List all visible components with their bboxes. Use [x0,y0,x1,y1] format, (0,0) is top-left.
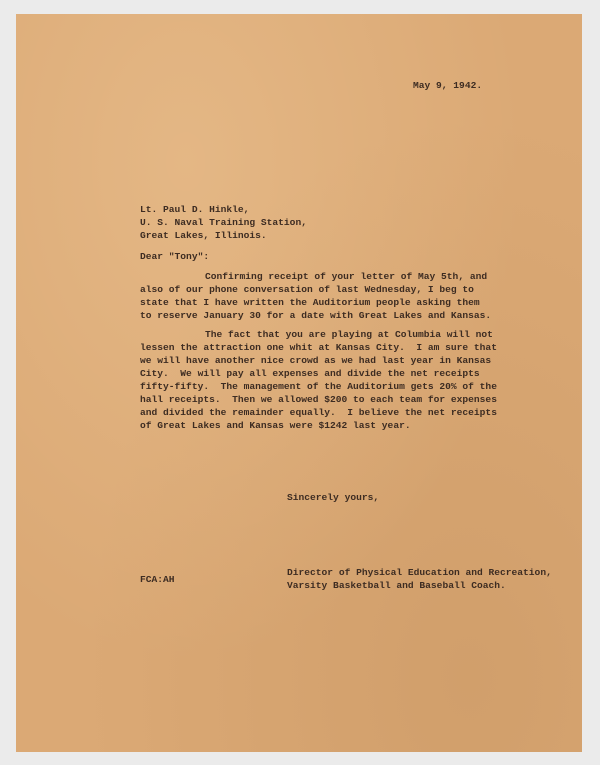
paragraph-line: of Great Lakes and Kansas were $1242 last year. [140,420,411,431]
title-line: Varsity Basketball and Baseball Coach. [287,580,506,591]
paragraph-line: fifty-fifty. The management of the Auditorium gets 20% of the [140,381,497,392]
paragraph-line: lessen the attraction one whit at Kansas City. I am sure that [140,342,497,353]
paragraph-line: state that I have written the Auditorium people asking them [140,297,480,308]
closing: Sincerely yours, [287,492,380,503]
signature-title [287,566,552,592]
paragraph-1 [140,270,491,322]
salutation: Dear "Tony": [140,251,210,262]
address-line: Great Lakes, Illinois. [140,230,267,241]
paragraph-line: City. We will pay all expenses and divide the net receipts [140,368,480,379]
typist-initials: FCA:AH [140,574,175,585]
title-line: Director of Physical Education and Recreation, [287,567,552,578]
address-line: U. S. Naval Training Station, [140,217,307,228]
paragraph-line: also of our phone conversation of last Wednesday, I beg to [140,284,474,295]
address-line: Lt. Paul D. Hinkle, [140,204,250,215]
paragraph-line: Confirming receipt of your letter of May 5th, and [205,271,488,282]
paragraph-line: hall receipts. Then we allowed $200 to each team for expenses [140,394,497,405]
paragraph-2 [140,328,497,432]
letter-date: May 9, 1942. [413,80,483,91]
paragraph-line: to reserve January 30 for a date with Great Lakes and Kansas. [140,310,492,321]
paragraph-line: we will have another nice crowd as we had last year in Kansas [140,355,492,366]
paragraph-line: The fact that you are playing at Columbia will not [205,329,493,340]
recipient-address [140,203,307,242]
paragraph-line: and divided the remainder equally. I believe the net receipts [140,407,497,418]
